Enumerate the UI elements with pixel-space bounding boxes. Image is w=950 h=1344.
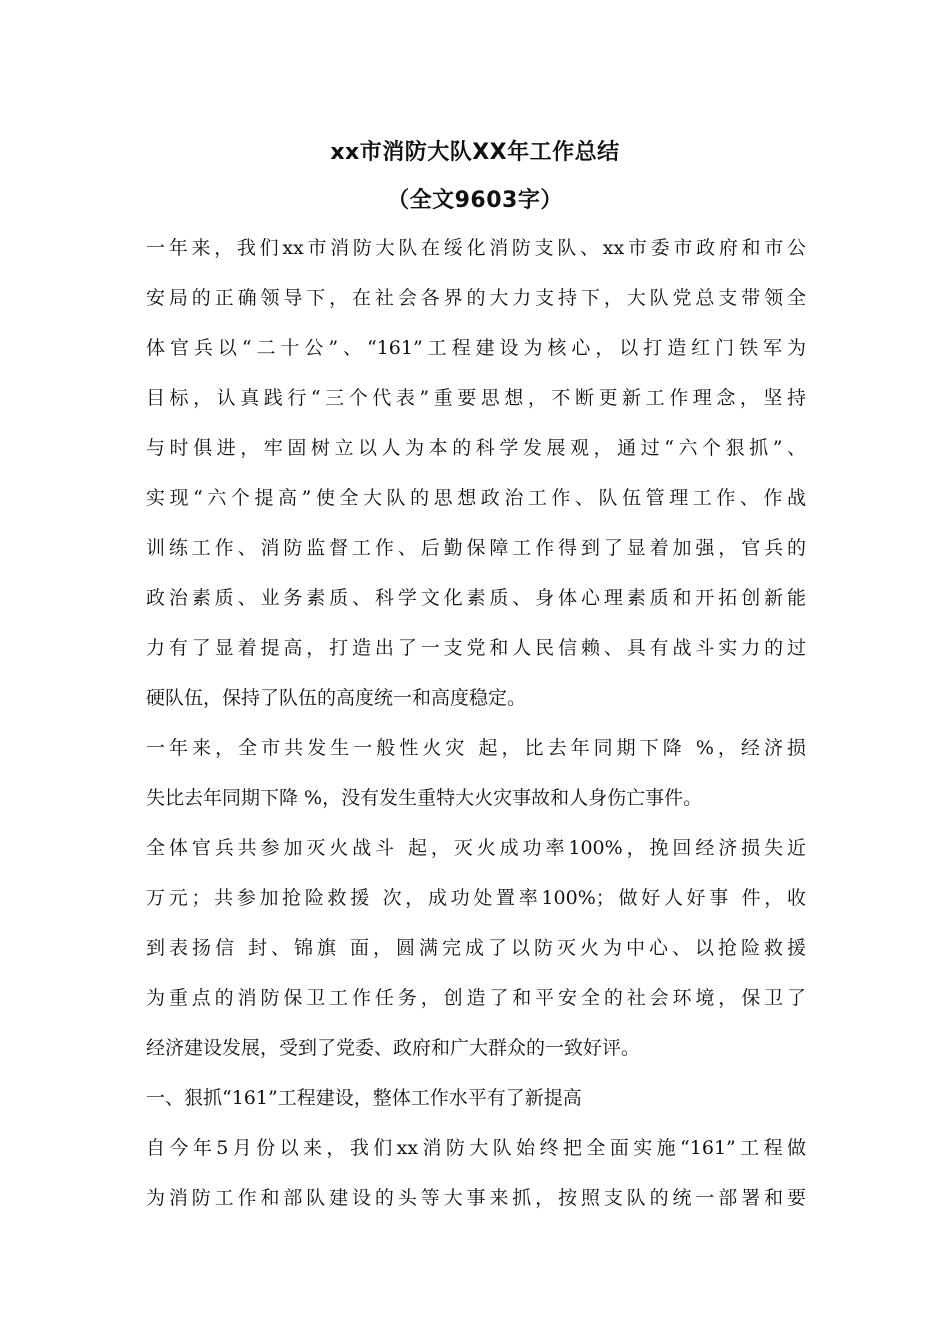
body-line: 力有了显着提高，打造出了一支党和人民信赖、具有战斗实力的过 <box>146 637 806 659</box>
document-subtitle: （全文9603字） <box>387 188 563 213</box>
body-line: 目标，认真践行“三个代表”重要思想，不断更新工作理念，坚持 <box>146 387 806 409</box>
body-line: 硬队伍，保持了队伍的高度统一和高度稳定。 <box>146 687 527 709</box>
body-line: 万元；共参加抢险救援 次，成功处置率100%；做好人好事 件，收 <box>146 887 806 909</box>
body-line: 实现“六个提高”使全大队的思想政治工作、队伍管理工作、作战 <box>146 487 806 509</box>
body-line: 一年来，我们xx市消防大队在绥化消防支队、xx市委市政府和市公 <box>146 237 806 259</box>
body-line: 训练工作、消防监督工作、后勤保障工作得到了显着加强，官兵的 <box>146 537 806 559</box>
body-line: 与时俱进，牢固树立以人为本的科学发展观，通过“六个狠抓”、 <box>146 437 806 459</box>
body-line: 一年来，全市共发生一般性火灾 起，比去年同期下降 %，经济损 <box>146 737 806 759</box>
body-line: 安局的正确领导下，在社会各界的大力支持下，大队党总支带领全 <box>146 287 806 309</box>
body-line: 政治素质、业务素质、科学文化素质、身体心理素质和开拓创新能 <box>146 587 806 609</box>
body-line: 为消防工作和部队建设的头等大事来抓，按照支队的统一部署和要 <box>146 1187 806 1209</box>
document-title: xx市消防大队XX年工作总结 <box>330 140 620 165</box>
body-line: 失比去年同期下降 %，没有发生重特大火灾事故和人身伤亡事件。 <box>146 787 703 809</box>
body-line: 自今年5月份以来，我们xx消防大队始终把全面实施“161”工程做 <box>146 1137 806 1159</box>
body-line: 全体官兵共参加灭火战斗 起，灭火成功率100%，挽回经济损失近 <box>146 837 806 859</box>
body-line: 体官兵以“二十公”、“161”工程建设为核心，以打造红门铁军为 <box>146 337 806 359</box>
section-heading: 一、狠抓“161”工程建设，整体工作水平有了新提高 <box>146 1087 582 1109</box>
body-line: 为重点的消防保卫工作任务，创造了和平安全的社会环境，保卫了 <box>146 987 806 1009</box>
body-line: 到表扬信 封、锦旗 面，圆满完成了以防灭火为中心、以抢险救援 <box>146 937 806 959</box>
body-line: 经济建设发展，受到了党委、政府和广大群众的一致好评。 <box>146 1037 641 1059</box>
